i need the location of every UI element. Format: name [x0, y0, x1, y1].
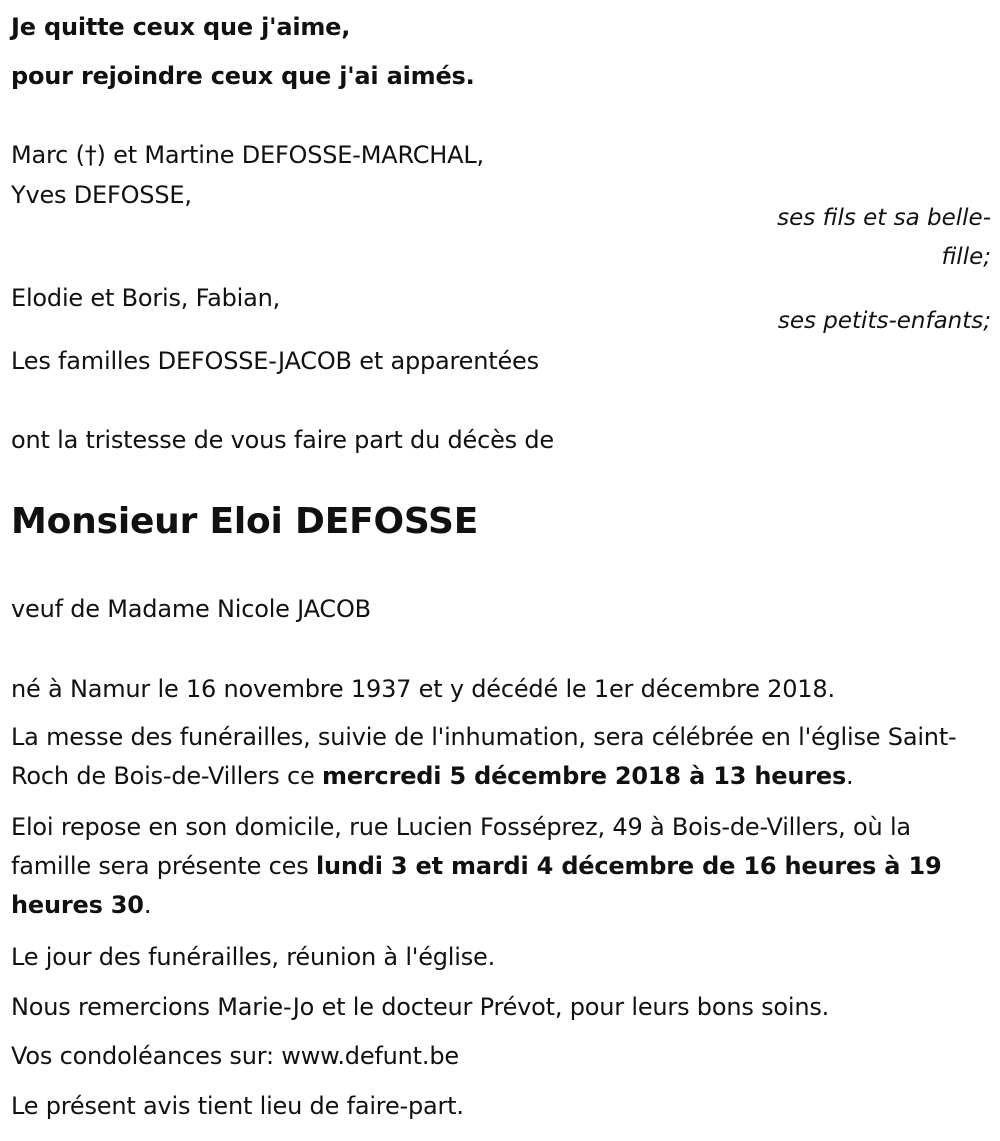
- condolences-line: Vos condoléances sur: www.defunt.be: [11, 1042, 459, 1070]
- rest-text: Eloi repose en son domicile, rue Lucien Fosséprez, 49 à Bois-de-Villers, où la famille sera présente ces: [11, 813, 911, 880]
- thanks-line: Nous remercions Marie-Jo et le docteur Prévot, pour leurs bons soins.: [11, 993, 830, 1021]
- quote-line-1: Je quitte ceux que j'aime,: [11, 13, 351, 41]
- families-line: Les familles DEFOSSE-JACOB et apparentées: [11, 347, 539, 375]
- quote-line-2: pour rejoindre ceux que j'ai aimés.: [11, 62, 475, 90]
- funeral-paragraph: [11, 718, 991, 796]
- notice-line: Le présent avis tient lieu de faire-part.: [11, 1092, 464, 1120]
- sons-line-2: Yves DEFOSSE,: [11, 181, 192, 209]
- grandchildren-role: ses petits-enfants;: [777, 308, 991, 334]
- meeting-line: Le jour des funérailles, réunion à l'église.: [11, 943, 496, 971]
- widower-line: veuf de Madame Nicole JACOB: [11, 595, 371, 623]
- funeral-date: mercredi 5 décembre 2018 à 13 heures: [322, 762, 847, 790]
- announcement-line: ont la tristesse de vous faire part du décès de: [11, 426, 554, 454]
- birth-death-line: né à Namur le 16 novembre 1937 et y décédé le 1er décembre 2018.: [11, 675, 835, 703]
- grandchildren-line: Elodie et Boris, Fabian,: [11, 284, 281, 312]
- funeral-end: .: [846, 762, 854, 790]
- rest-dates: lundi 3 et mardi 4 décembre de 16 heures à 19 heures 30: [11, 852, 942, 919]
- sons-role-line-1: ses fils et sa belle-: [777, 205, 991, 231]
- funeral-text: La messe des funérailles, suivie de l'inhumation, sera célébrée en l'église Saint-Roch de Bois-de-Villers ce: [11, 723, 957, 790]
- sons-role-line-2: fille;: [941, 244, 991, 270]
- deceased-name: Monsieur Eloi DEFOSSE: [11, 501, 479, 542]
- rest-paragraph: [11, 808, 991, 925]
- sons-line-1: Marc (†) et Martine DEFOSSE-MARCHAL,: [11, 141, 484, 169]
- rest-end: .: [143, 891, 152, 919]
